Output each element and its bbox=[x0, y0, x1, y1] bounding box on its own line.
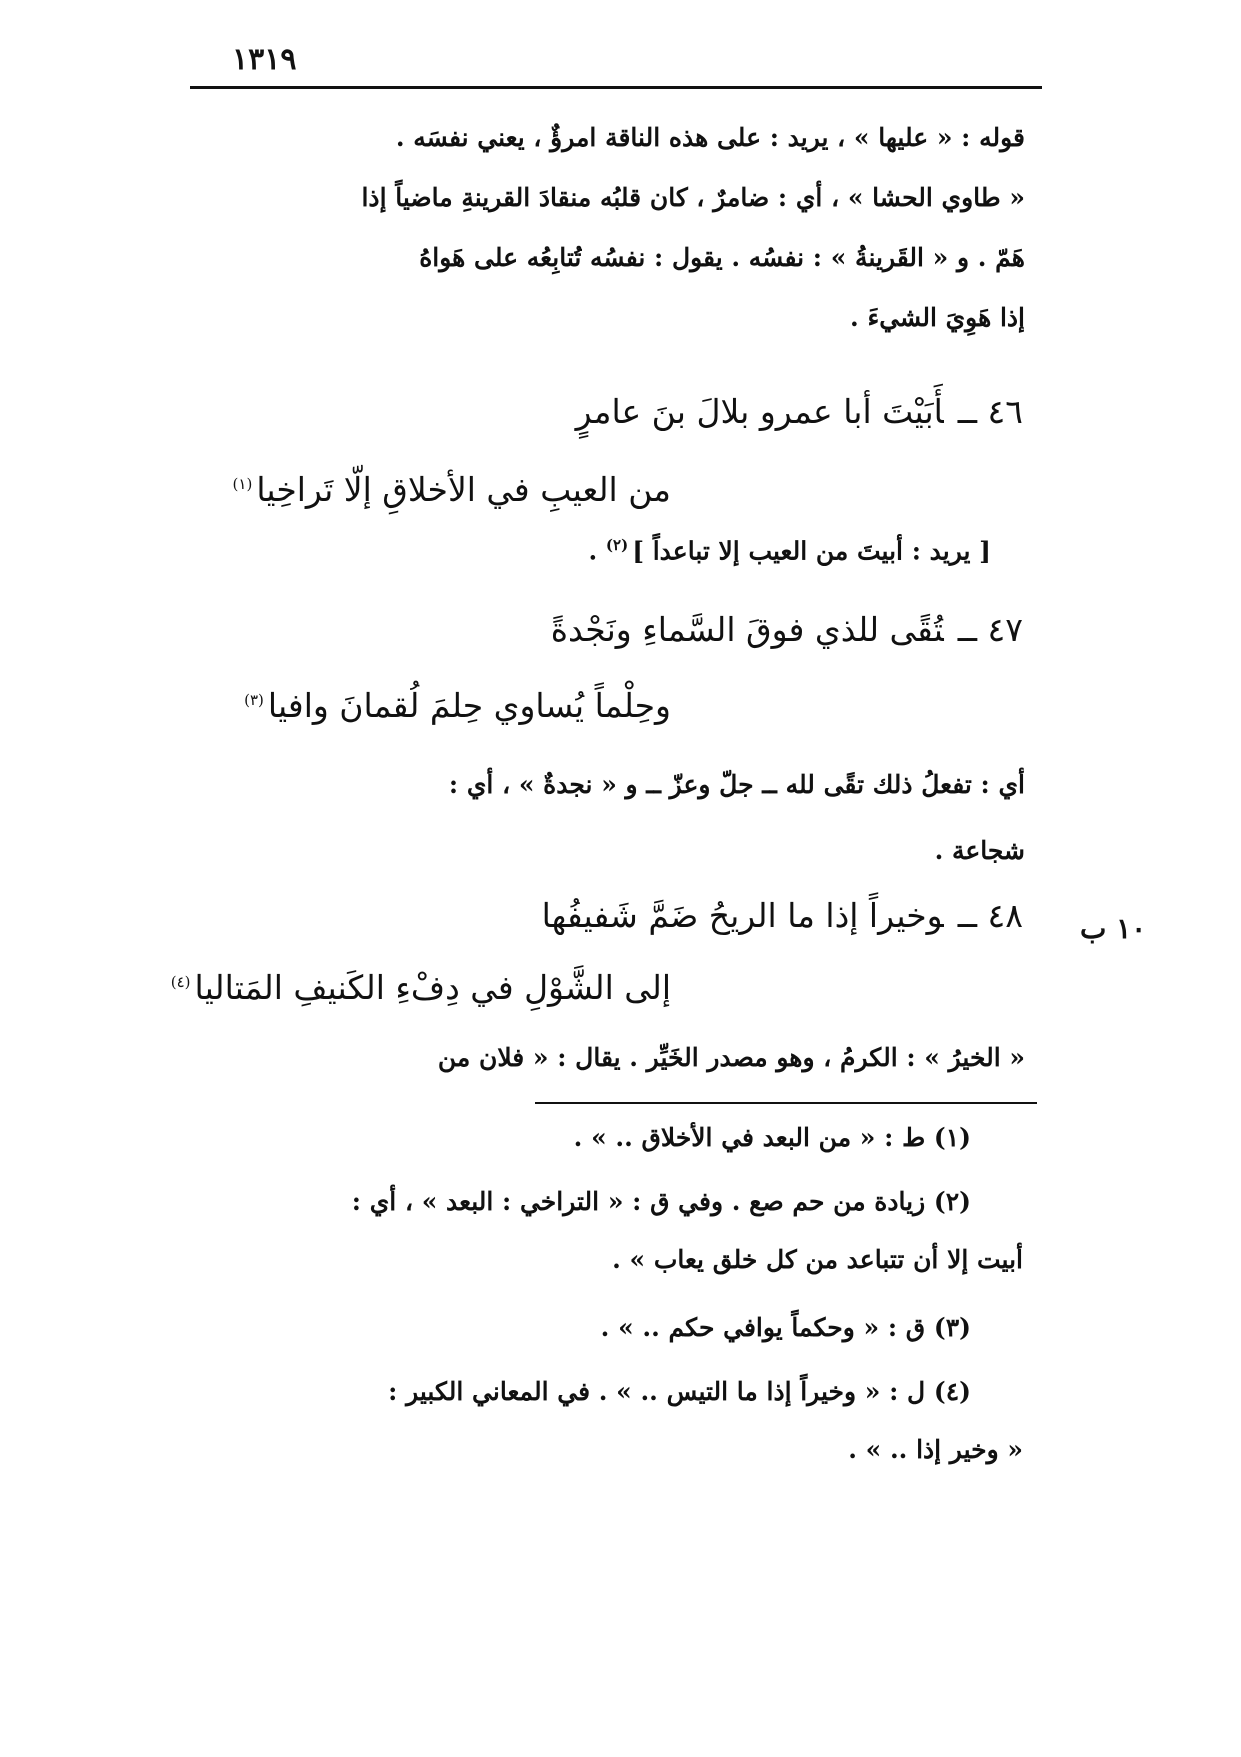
verse-number: ٤٨ ــ bbox=[957, 896, 1023, 935]
commentary-line: « الخيرُ » : الكرمُ ، وهو مصدر الخَيِّر . يقال : « فلان من bbox=[437, 1043, 1025, 1072]
verse-text: أَبَيْتَ أبا عمرو بلالَ بنَ عامرٍ bbox=[575, 392, 944, 431]
bracketed-end: . bbox=[588, 536, 598, 566]
verse-text: إلى الشَّوْلِ في دِفْءِ الكَنيفِ المَتاليا bbox=[194, 968, 671, 1007]
commentary-paragraph-3 bbox=[195, 752, 1025, 884]
verse-46-first-hemistich bbox=[576, 392, 1023, 432]
header-rule bbox=[190, 86, 1042, 89]
commentary-line: إذا هَوِيَ الشيءَ . bbox=[850, 303, 1025, 332]
commentary-paragraph-4 bbox=[195, 1028, 1025, 1088]
verse-47-first-hemistich bbox=[551, 610, 1023, 650]
footnote-marker: (٤) bbox=[170, 973, 191, 991]
bracketed-text: [ يريد : أبيتَ من العيب إلا تباعداً ] bbox=[632, 536, 991, 566]
commentary-line: أي : تفعلُ ذلك تقًى لله ــ جلّ وعزّ ــ و « نجدةٌ » ، أي : bbox=[448, 770, 1025, 799]
footnote-4: (٤) ل : « وخيراً إذا ما التيس .. » . في المعاني الكبير : bbox=[388, 1377, 971, 1406]
verse-47-second-hemistich bbox=[244, 680, 671, 726]
commentary-paragraph-1 bbox=[195, 108, 1025, 348]
footnote-2: (٢) زيادة من حم صع . وفي ق : « التراخي : البعد » ، أي : bbox=[351, 1187, 971, 1216]
footnote-marker: (٢) bbox=[605, 536, 629, 554]
verse-48-first-hemistich bbox=[542, 896, 1023, 936]
footnote-marker: (١) bbox=[232, 475, 253, 493]
commentary-line: شجاعة . bbox=[934, 836, 1025, 865]
footnote-2-continued: أبيت إلا أن تتباعد من كل خلق يعاب » . bbox=[612, 1245, 1023, 1274]
verse-46-second-hemistich bbox=[233, 464, 671, 510]
verse-text: من العيبِ في الأخلاقِ إلّا تَراخِيا bbox=[256, 470, 671, 509]
verse-number: ٤٦ ــ bbox=[957, 392, 1023, 431]
footnote-separator bbox=[535, 1102, 1037, 1104]
footnote-4-continued: « وخير إذا .. » . bbox=[848, 1435, 1023, 1464]
verse-text: تُقًى للذي فوقَ السَّماءِ ونَجْدةً bbox=[550, 610, 944, 649]
commentary-line: هَمّ . و « القَرينةُ » : نفسُه . يقول : نفسُه تُتابِعُه على هَواهُ bbox=[419, 243, 1025, 272]
footnote-3: (٣) ق : « وحكماً يوافي حكم .. » . bbox=[600, 1313, 971, 1342]
manuscript-folio-marker: ١٠ ب bbox=[1080, 912, 1147, 945]
commentary-line: قوله : « عليها » ، يريد : على هذه الناقة امرؤٌ ، يعني نفسَه . bbox=[395, 123, 1025, 152]
verse-text: وخيراً إذا ما الريحُ ضَمَّ شَفيفُها bbox=[541, 896, 944, 935]
verse-text: وحِلْماً يُساوي حِلمَ لُقمانَ وافيا bbox=[267, 686, 671, 725]
verse-number: ٤٧ ــ bbox=[957, 610, 1023, 649]
footnote-marker: (٣) bbox=[244, 691, 264, 709]
footnote-1: (١) ط : « من البعد في الأخلاق .. » . bbox=[573, 1123, 971, 1152]
verse-48-second-hemistich bbox=[171, 962, 671, 1008]
bracketed-addition bbox=[588, 536, 991, 565]
page-number: ١٣١٩ bbox=[232, 42, 297, 77]
commentary-line: « طاوي الحشا » ، أي : ضامرٌ ، كان قلبُه منقادَ القرينةِ ماضياً إذا bbox=[361, 183, 1025, 212]
